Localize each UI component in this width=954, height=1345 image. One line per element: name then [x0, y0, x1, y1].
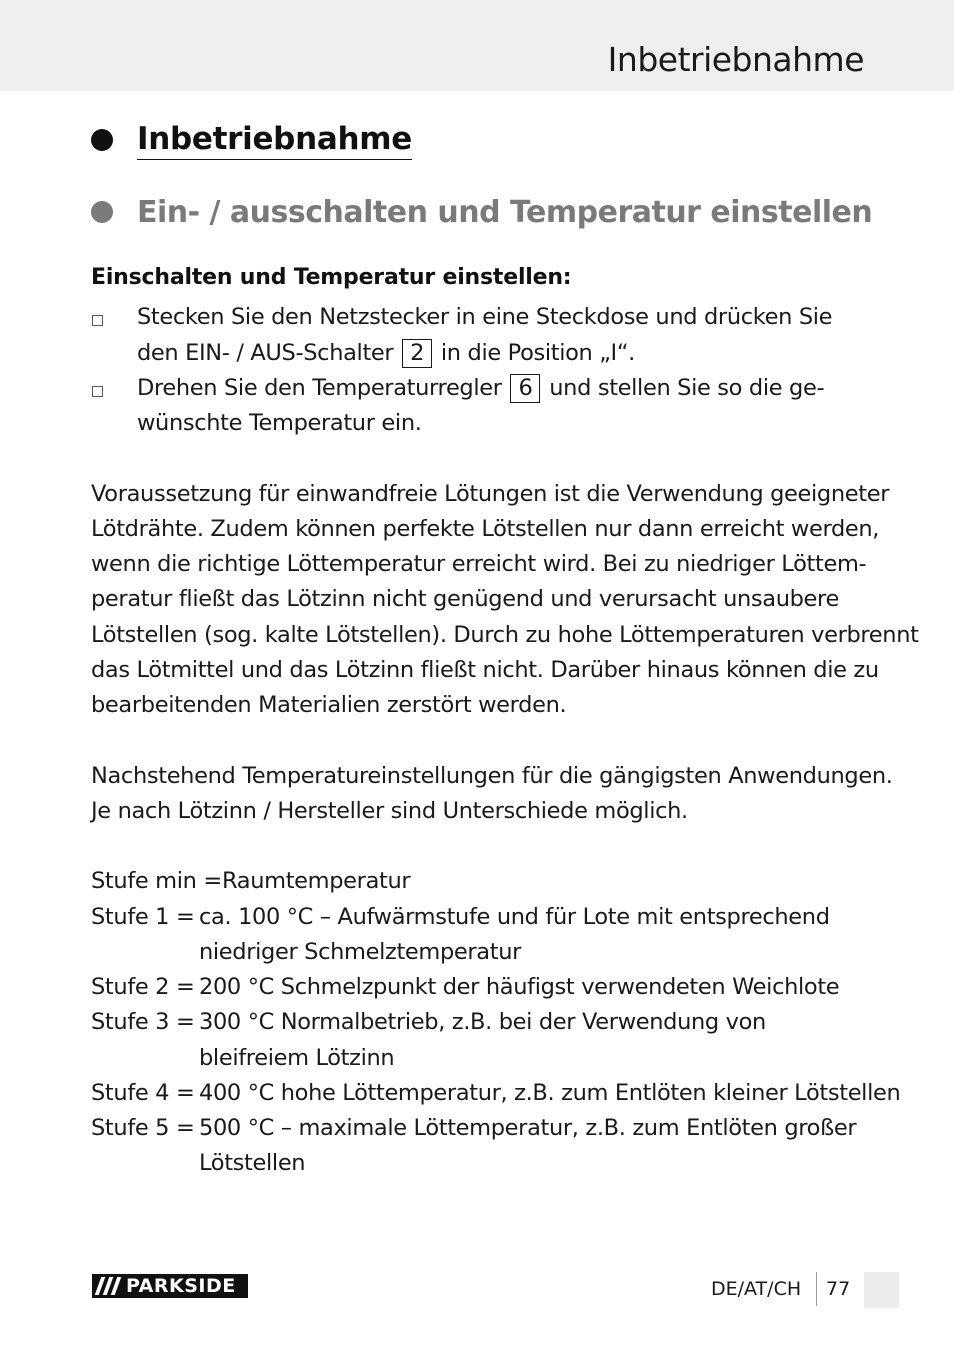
footer-region: DE/AT/CH: [711, 1278, 802, 1300]
section-heading-text: Ein- / ausschalten und Temperatur einstellen: [137, 194, 873, 230]
paragraph-line: Je nach Lötzinn / Hersteller sind Unterschiede möglich.: [91, 798, 688, 824]
step-2-line-2: wünschte Temperatur ein.: [137, 410, 422, 436]
level-label: Stufe 2 =: [91, 974, 195, 1000]
logo-brand-text: PARKSIDE: [126, 1275, 236, 1297]
step-text: Drehen Sie den Temperaturregler: [137, 375, 502, 401]
logo-stripes-icon: [92, 1274, 124, 1298]
step-text: den EIN- / AUS-Schalter: [137, 340, 394, 366]
level-text: 500 °C – maximale Löttemperatur, z.B. zum Entlöten großer: [199, 1115, 857, 1141]
level-text-continued: bleifreiem Lötzinn: [199, 1045, 395, 1071]
paragraph-line: das Lötmittel und das Lötzinn fließt nicht. Darüber hinaus können die zu: [91, 657, 879, 683]
footer-tab: [864, 1272, 899, 1308]
paragraph-line: Lötdrähte. Zudem können perfekte Lötstellen nur dann erreicht werden,: [91, 516, 880, 542]
checkbox-bullet-icon: [92, 315, 103, 326]
step-text: und stellen Sie so die ge-: [549, 375, 825, 401]
section-heading-inbetriebnahme: [91, 118, 412, 162]
level-text: 400 °C hohe Löttemperatur, z.B. zum Entlöten kleiner Lötstellen: [199, 1080, 901, 1106]
step-text: in die Position „I“.: [440, 340, 635, 366]
page-number: 77: [826, 1278, 851, 1300]
level-text: 300 °C Normalbetrieb, z.B. bei der Verwendung von: [199, 1009, 766, 1035]
page-header-title: Inbetriebnahme: [607, 40, 864, 79]
level-text-continued: niedriger Schmelztemperatur: [199, 939, 522, 965]
paragraph-line: wenn die richtige Löttemperatur erreicht wird. Bei zu niedriger Löttem-: [91, 551, 867, 577]
paragraph-line: Lötstellen (sog. kalte Lötstellen). Durch zu hohe Löttemperaturen verbrennt: [91, 622, 919, 648]
subheading: Einschalten und Temperatur einstellen:: [91, 265, 572, 290]
level-text: 200 °C Schmelzpunkt der häufigst verwendeten Weichlote: [199, 974, 840, 1000]
step-2-line-1: [137, 371, 824, 406]
level-label: Stufe min =: [91, 868, 222, 894]
paragraph-line: Nachstehend Temperatureinstellungen für die gängigsten Anwendungen.: [91, 763, 893, 789]
parkside-logo: [92, 1274, 248, 1298]
step-1-line-1: Stecken Sie den Netzstecker in eine Steckdose und drücken Sie: [137, 304, 833, 330]
level-text: ca. 100 °C – Aufwärmstufe und für Lote mit entsprechend: [199, 904, 830, 930]
level-text-continued: Lötstellen: [199, 1150, 306, 1176]
step-1-line-2: [137, 336, 635, 371]
checkbox-bullet-icon: [92, 386, 103, 397]
section-heading-ein-ausschalten: [91, 190, 872, 234]
paragraph-line: Voraussetzung für einwandfreie Lötungen ist die Verwendung geeigneter: [91, 481, 890, 507]
heading-bullet-icon: [91, 129, 113, 151]
reference-number-box: 2: [402, 339, 432, 368]
paragraph-line: peratur fließt das Lötzinn nicht genügend und verursacht unsaubere: [91, 586, 839, 612]
section-heading-text: Inbetriebnahme: [137, 121, 412, 160]
footer-divider: [816, 1272, 817, 1306]
level-label: Stufe 5 =: [91, 1115, 195, 1141]
level-label: Stufe 4 =: [91, 1080, 195, 1106]
reference-number-box: 6: [510, 374, 540, 403]
heading-bullet-icon: [91, 201, 113, 223]
paragraph-line: bearbeitenden Materialien zerstört werden.: [91, 692, 567, 718]
level-label: Stufe 1 =: [91, 904, 195, 930]
level-label: Stufe 3 =: [91, 1009, 195, 1035]
level-text: Raumtemperatur: [222, 868, 411, 894]
